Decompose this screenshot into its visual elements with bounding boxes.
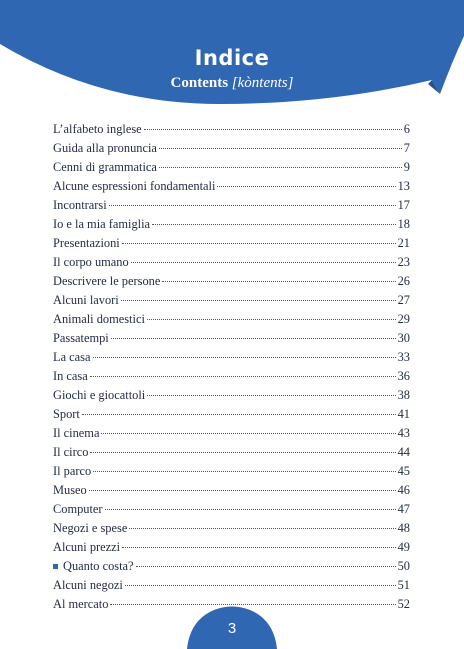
toc-entry-text: Il corpo umano [53, 255, 129, 269]
dot-leader [111, 338, 396, 339]
toc-entry-label [53, 519, 127, 538]
toc-entry-page: 21 [397, 236, 410, 250]
toc-entry-label [53, 139, 157, 158]
toc-entry-text: In casa [53, 369, 88, 383]
dot-leader [136, 566, 396, 567]
toc-entry[interactable] [53, 234, 410, 253]
toc-entry-page: 45 [397, 464, 410, 478]
toc-entry-label [53, 310, 145, 329]
toc-entry-page: 49 [397, 540, 410, 554]
toc-entry-page: 18 [397, 217, 410, 231]
dot-leader [162, 281, 395, 282]
square-bullet-icon [53, 564, 58, 569]
toc-entry[interactable] [53, 367, 410, 386]
toc-entry-label [53, 367, 88, 386]
dot-leader [152, 224, 396, 225]
toc-entry-label [53, 481, 87, 500]
toc-entry-page: 23 [397, 255, 410, 269]
toc-entry-page: 47 [397, 502, 410, 516]
dot-leader [147, 319, 396, 320]
toc-entry-label [53, 234, 120, 253]
toc-entry-label [53, 405, 80, 424]
dot-leader [131, 262, 396, 263]
dot-leader [82, 414, 396, 415]
toc-entry-page: 46 [397, 483, 410, 497]
toc-entry-page: 7 [403, 141, 410, 155]
toc-entry[interactable] [53, 196, 410, 215]
dot-leader [144, 129, 402, 130]
toc-entry-page: 9 [403, 160, 410, 174]
toc-entry-text: Sport [53, 407, 80, 421]
toc-entry-page: 43 [397, 426, 410, 440]
toc-entry-text: Il parco [53, 464, 92, 478]
toc-entry[interactable] [53, 158, 410, 177]
toc-entry-label [53, 291, 119, 310]
toc-entry-label [53, 538, 120, 557]
toc-entry[interactable] [53, 177, 410, 196]
toc-entry-label [53, 386, 145, 405]
dot-leader [125, 585, 396, 586]
toc-entry-label [53, 557, 134, 576]
toc-entry-text: Museo [53, 483, 87, 497]
toc-entry[interactable] [53, 272, 410, 291]
dot-leader [109, 205, 396, 206]
toc-entry-text: Guida alla pronuncia [53, 141, 157, 155]
toc-entry[interactable] [53, 329, 410, 348]
page-title: Indice [194, 46, 270, 70]
page-subtitle [0, 75, 464, 92]
toc-entry-text: Quanto costa? [63, 559, 134, 573]
toc-entry-text: Descrivere le persone [53, 274, 161, 288]
toc-entry[interactable] [53, 519, 410, 538]
toc-entry-page: 52 [397, 597, 410, 611]
toc-entry-text: Il circo [53, 445, 89, 459]
toc-entry-label [53, 462, 91, 481]
toc-entry-page: 17 [397, 198, 410, 212]
toc-entry-page: 44 [397, 445, 410, 459]
dot-leader [217, 186, 395, 187]
toc-entry-text: Incontrarsi [53, 198, 107, 212]
toc-entry-label [53, 177, 215, 196]
toc-entry[interactable] [53, 291, 410, 310]
toc-entry-text: Alcuni negozi [53, 578, 123, 592]
toc-entry-page: 51 [397, 578, 410, 592]
toc-entry[interactable] [53, 310, 410, 329]
dot-leader [159, 148, 402, 149]
subtitle-english: Contents [170, 75, 229, 91]
toc-entry-text: Passatempi [53, 331, 109, 345]
dot-leader [93, 357, 396, 358]
toc-entry-page: 27 [397, 293, 410, 307]
toc-entry-text: Animali domestici [53, 312, 145, 326]
toc-entry[interactable] [53, 462, 410, 481]
toc-entry[interactable] [53, 443, 410, 462]
toc-entry[interactable] [53, 557, 410, 576]
page-number: 3 [227, 620, 237, 637]
toc-entry-label [53, 158, 157, 177]
dot-leader [147, 395, 395, 396]
toc-entry-label [53, 329, 109, 348]
dot-leader [90, 376, 396, 377]
toc-entry-label [53, 424, 99, 443]
subtitle-pronunciation: [kòntents] [231, 75, 294, 91]
toc-entry-page: 48 [397, 521, 410, 535]
toc-entry-page: 29 [397, 312, 410, 326]
table-of-contents [53, 120, 410, 614]
toc-entry-label [53, 120, 142, 139]
toc-entry[interactable] [53, 576, 410, 595]
toc-entry-page: 30 [397, 331, 410, 345]
toc-entry-page: 36 [397, 369, 410, 383]
toc-entry-page: 33 [397, 350, 410, 364]
toc-entry[interactable] [53, 481, 410, 500]
toc-entry[interactable] [53, 120, 410, 139]
toc-entry-text: Al mercato [53, 597, 109, 611]
toc-entry-text: Io e la mia famiglia [53, 217, 151, 231]
dot-leader [105, 509, 396, 510]
toc-entry[interactable] [53, 405, 410, 424]
toc-entry-label [53, 348, 91, 367]
toc-entry[interactable] [53, 386, 410, 405]
toc-entry-text: Alcuni lavori [53, 293, 119, 307]
toc-entry-text: L’alfabeto inglese [53, 122, 142, 136]
dot-leader [159, 167, 402, 168]
dot-leader [93, 471, 395, 472]
toc-entry[interactable] [53, 424, 410, 443]
toc-entry[interactable] [53, 538, 410, 557]
toc-entry[interactable] [53, 253, 410, 272]
toc-entry[interactable] [53, 348, 410, 367]
toc-entry-label [53, 253, 129, 272]
dot-leader [122, 547, 396, 548]
toc-entry-text: Computer [53, 502, 103, 516]
toc-entry-page: 41 [397, 407, 410, 421]
toc-entry-label [53, 196, 107, 215]
toc-entry-text: Giochi e giocattoli [53, 388, 146, 402]
dot-leader [129, 528, 395, 529]
toc-entry[interactable] [53, 215, 410, 234]
toc-entry-text: Negozi e spese [53, 521, 128, 535]
toc-entry-label [53, 272, 160, 291]
toc-entry-label [53, 500, 103, 519]
toc-entry-page: 26 [397, 274, 410, 288]
toc-entry-label [53, 215, 150, 234]
toc-entry[interactable] [53, 139, 410, 158]
toc-entry-text: Alcune espressioni fondamentali [53, 179, 216, 193]
dot-leader [122, 243, 396, 244]
toc-entry-label [53, 576, 123, 595]
toc-entry-text: Il cinema [53, 426, 100, 440]
toc-entry-page: 38 [397, 388, 410, 402]
dot-leader [90, 452, 395, 453]
toc-entry-text: La casa [53, 350, 91, 364]
toc-entry-page: 13 [397, 179, 410, 193]
toc-entry-page: 6 [403, 122, 410, 136]
dot-leader [101, 433, 395, 434]
toc-entry-label [53, 443, 88, 462]
dot-leader [89, 490, 396, 491]
toc-entry-text: Presentazioni [53, 236, 120, 250]
toc-entry-text: Alcuni prezzi [53, 540, 121, 554]
toc-entry[interactable] [53, 500, 410, 519]
toc-entry-text: Cenni di grammatica [53, 160, 157, 174]
toc-entry-page: 50 [397, 559, 410, 573]
dot-leader [121, 300, 396, 301]
